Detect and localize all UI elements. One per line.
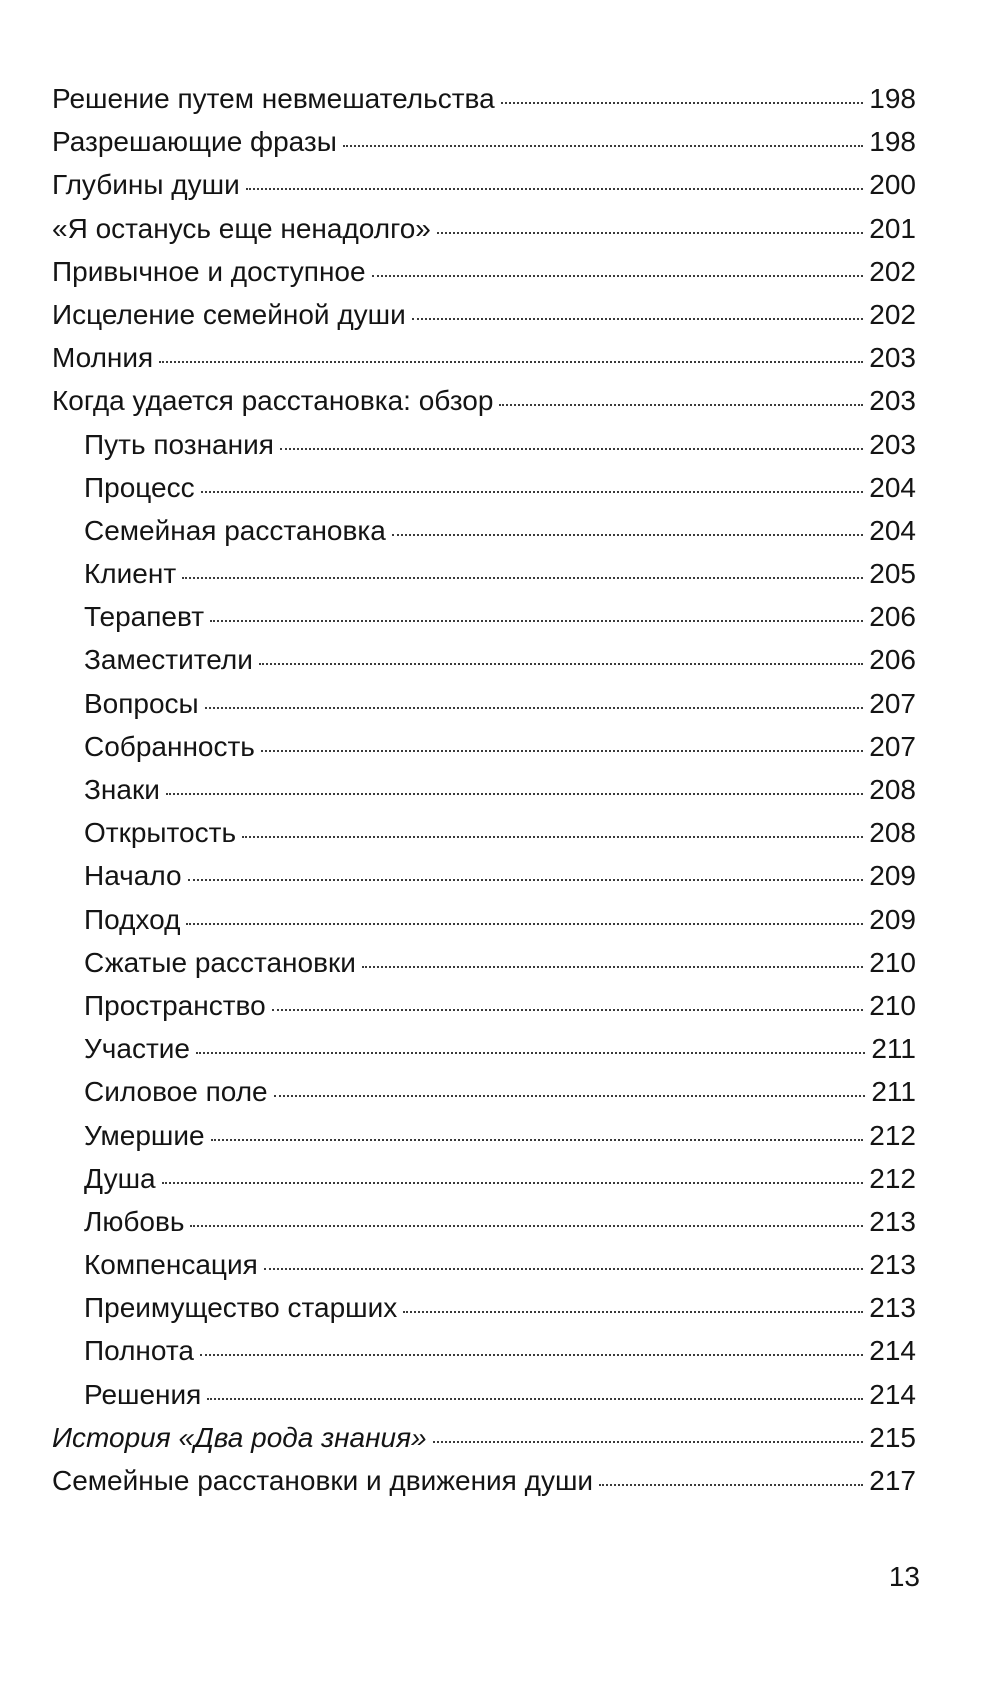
toc-entry <box>52 682 916 725</box>
toc-entry <box>52 1114 916 1157</box>
toc-entry-page: 207 <box>869 687 916 719</box>
toc-entry-title: Решение путем невмешательства <box>52 83 495 114</box>
dot-leader <box>259 663 863 665</box>
toc-entry-title: Сжатые расстановки <box>84 946 356 978</box>
toc-entry <box>52 595 916 638</box>
toc-entry-title: Разрешающие фразы <box>52 126 337 158</box>
toc-entry-page: 206 <box>869 601 916 633</box>
toc-entry-page: 215 <box>869 1421 916 1453</box>
toc-entry <box>52 423 916 466</box>
toc-entry <box>52 336 916 379</box>
toc-entry-page: 214 <box>869 1378 916 1410</box>
toc-entry <box>52 163 916 206</box>
toc-entry-page: 200 <box>869 169 916 201</box>
toc-entry-page: 217 <box>869 1465 916 1496</box>
toc-entry <box>52 509 916 552</box>
toc-entry-page: 213 <box>869 1249 916 1281</box>
dot-leader <box>186 923 863 925</box>
toc-entry-title: Вопросы <box>84 687 199 719</box>
toc-entry-page: 207 <box>869 730 916 762</box>
toc-entry-page: 206 <box>869 644 916 676</box>
table-of-contents <box>52 77 916 1502</box>
toc-entry-title: Путь познания <box>84 428 274 460</box>
toc-entry-title: Душа <box>84 1162 156 1194</box>
toc-entry <box>52 1243 916 1286</box>
dot-leader <box>207 1398 863 1400</box>
dot-leader <box>280 448 863 450</box>
toc-entry-page: 208 <box>869 817 916 849</box>
toc-entry-page: 203 <box>869 385 916 417</box>
toc-entry-title: Любовь <box>84 1205 185 1237</box>
dot-leader <box>599 1484 863 1486</box>
dot-leader <box>272 1009 864 1011</box>
toc-entry <box>52 1027 916 1070</box>
toc-entry <box>52 77 916 120</box>
toc-entry-page: 209 <box>869 903 916 935</box>
toc-entry-page: 214 <box>869 1335 916 1367</box>
dot-leader <box>343 145 863 147</box>
dot-leader <box>159 361 863 363</box>
dot-leader <box>196 1052 865 1054</box>
toc-entry-page: 204 <box>869 471 916 503</box>
toc-entry-page: 209 <box>869 860 916 892</box>
toc-entry-title: Открытость <box>84 817 237 849</box>
toc-entry <box>52 466 916 509</box>
toc-entry-title: «Я останусь еще ненадолго» <box>52 212 431 244</box>
toc-entry-page: 213 <box>869 1205 916 1237</box>
toc-entry-title: Пространство <box>84 989 266 1021</box>
toc-entry-page: 211 <box>871 1076 916 1108</box>
dot-leader <box>261 750 863 752</box>
toc-entry <box>52 638 916 681</box>
toc-entry <box>52 293 916 336</box>
toc-entry-title: Заместители <box>84 644 253 676</box>
dot-leader <box>211 1139 864 1141</box>
toc-entry <box>52 1459 916 1502</box>
toc-entry-title: Подход <box>84 903 181 935</box>
dot-leader <box>246 188 864 190</box>
toc-entry <box>52 1070 916 1113</box>
toc-entry <box>52 1329 916 1372</box>
toc-entry-title: Собранность <box>84 730 255 762</box>
toc-entry <box>52 768 916 811</box>
toc-entry-title: Умершие <box>84 1119 205 1151</box>
toc-entry-title: Процесс <box>84 471 195 503</box>
dot-leader <box>210 620 863 622</box>
toc-entry-title: Исцеление семейной души <box>52 298 406 330</box>
toc-entry-page: 198 <box>869 126 916 158</box>
dot-leader <box>372 275 864 277</box>
toc-entry-title: Молния <box>52 342 154 374</box>
page-number: 13 <box>888 1561 920 1592</box>
toc-entry <box>52 984 916 1027</box>
dot-leader <box>362 966 863 968</box>
toc-entry <box>52 811 916 854</box>
dot-leader <box>166 793 863 795</box>
toc-entry-title: Глубины души <box>52 169 240 201</box>
dot-leader <box>188 879 864 881</box>
toc-entry-page: 208 <box>869 774 916 805</box>
toc-entry <box>52 552 916 595</box>
dot-leader <box>501 102 864 104</box>
toc-entry-page: 210 <box>869 946 916 978</box>
dot-leader <box>182 577 863 579</box>
dot-leader <box>201 491 864 493</box>
toc-entry-title: Привычное и доступное <box>52 255 366 287</box>
dot-leader <box>205 707 864 709</box>
dot-leader <box>274 1095 866 1097</box>
dot-leader <box>412 318 863 320</box>
dot-leader <box>499 404 863 406</box>
dot-leader <box>264 1268 864 1270</box>
toc-entry-page: 210 <box>869 989 916 1021</box>
toc-entry <box>52 854 916 897</box>
dot-leader <box>392 534 863 536</box>
toc-entry <box>52 941 916 984</box>
toc-entry <box>52 898 916 941</box>
toc-entry <box>52 120 916 163</box>
toc-entry <box>52 725 916 768</box>
toc-entry-title: Семейная расстановка <box>84 514 386 546</box>
toc-entry-page: 211 <box>871 1033 916 1065</box>
toc-entry <box>52 1157 916 1200</box>
dot-leader <box>433 1441 864 1443</box>
toc-entry <box>52 207 916 250</box>
toc-entry <box>52 379 916 422</box>
toc-entry-title: Начало <box>84 860 182 892</box>
dot-leader <box>190 1225 863 1227</box>
toc-entry-title: Силовое поле <box>84 1076 268 1108</box>
toc-entry-page: 202 <box>869 255 916 287</box>
toc-entry <box>52 1416 916 1459</box>
toc-entry-page: 204 <box>869 514 916 546</box>
dot-leader <box>162 1182 864 1184</box>
toc-entry-title: Когда удается расстановка: обзор <box>52 385 494 417</box>
toc-entry <box>52 250 916 293</box>
toc-entry-title: Клиент <box>84 558 177 590</box>
dot-leader <box>437 232 863 234</box>
toc-entry-title: Полнота <box>84 1335 194 1367</box>
dot-leader <box>200 1354 863 1356</box>
toc-entry-page: 203 <box>869 428 916 460</box>
toc-entry-title: Решения <box>84 1378 202 1410</box>
toc-entry-title: Семейные расстановки и движения души <box>52 1465 594 1496</box>
toc-entry-page: 198 <box>869 83 916 114</box>
toc-entry-page: 205 <box>869 558 916 590</box>
dot-leader <box>403 1311 863 1313</box>
toc-entry <box>52 1373 916 1416</box>
toc-entry-title: Участие <box>84 1033 190 1065</box>
toc-entry <box>52 1286 916 1329</box>
toc-entry-page: 202 <box>869 298 916 330</box>
toc-entry-title: Терапевт <box>84 601 205 633</box>
dot-leader <box>242 836 863 838</box>
toc-entry-page: 201 <box>869 212 916 244</box>
toc-entry-page: 212 <box>869 1162 916 1194</box>
toc-entry-title: История «Два рода знания» <box>52 1421 427 1453</box>
toc-entry-page: 203 <box>869 342 916 374</box>
toc-entry-title: Преимущество старших <box>84 1292 398 1324</box>
toc-entry <box>52 1200 916 1243</box>
toc-entry-title: Знаки <box>84 774 160 805</box>
toc-entry-page: 212 <box>869 1119 916 1151</box>
toc-entry-title: Компенсация <box>84 1249 258 1281</box>
toc-entry-page: 213 <box>869 1292 916 1324</box>
